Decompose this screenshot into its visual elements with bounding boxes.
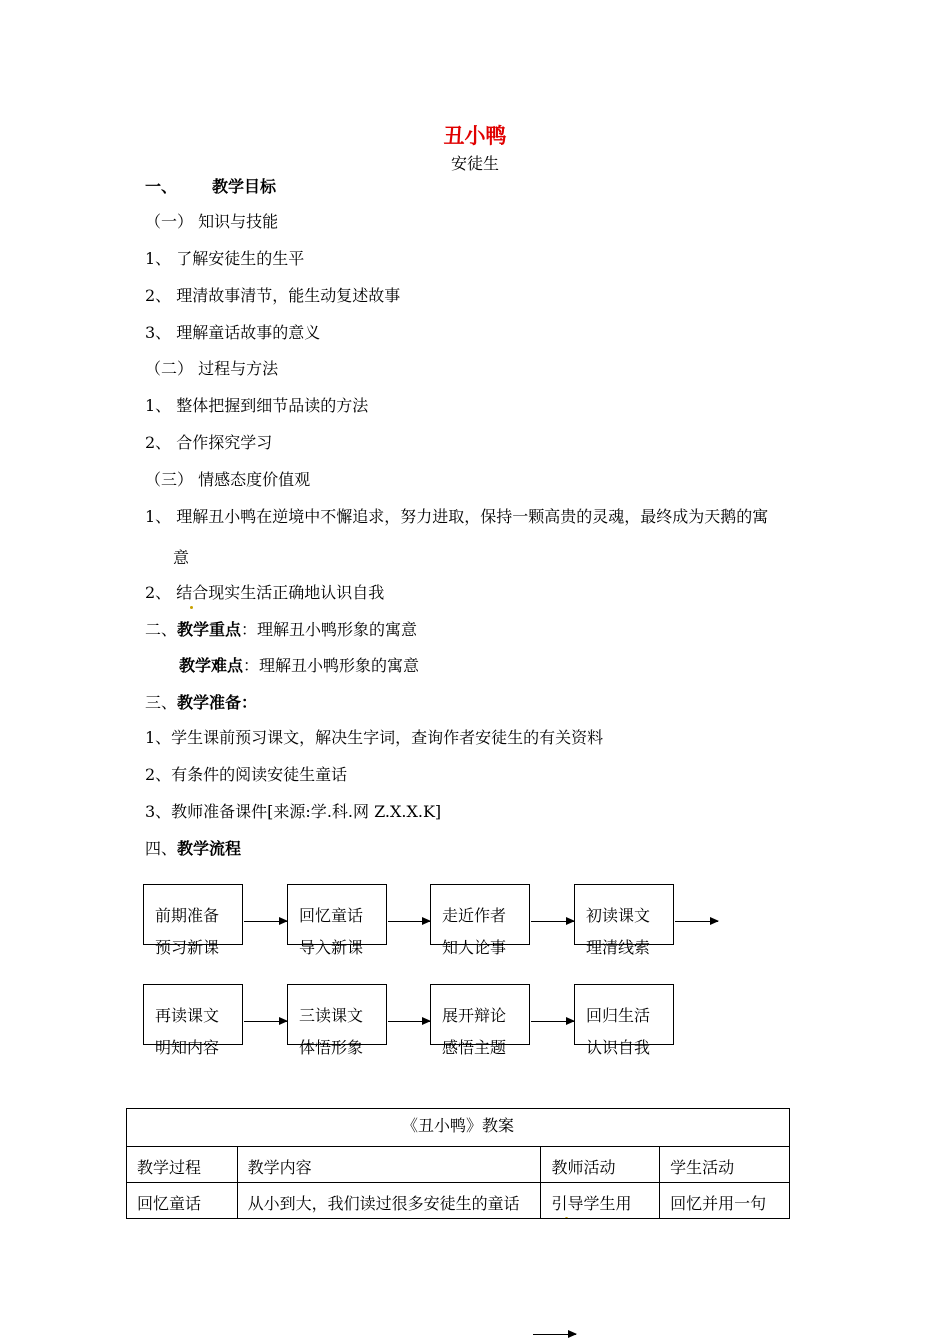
flow-step-line2: 预习新课 [155,938,220,957]
flow-step-line2: 理清线索 [586,938,651,957]
key-point-text: ：理解丑小鸭形象的寓意 [241,620,418,639]
section-1-title: 教学目标 [212,177,277,196]
arrow-right-icon [244,1021,287,1022]
table-caption: 《丑小鸭》教案 [127,1109,790,1147]
key-point [145,620,417,640]
table-cell: 回忆并用一句 [660,1183,790,1219]
column-header: 学生活动 [660,1147,790,1183]
flow-step-line1: 初读课文 [586,906,651,925]
lesson-plan-table [126,1108,790,1219]
flow-step-line1: 走近作者 [442,906,507,925]
difficult-point [179,656,419,676]
list-item: 3、教师准备课件[来源:学.科.网 Z.X.X.K] [145,802,442,821]
table-cell [541,1183,660,1219]
flow-step-line2: 体悟形象 [299,1038,364,1057]
section-3-number: 三、 [145,693,178,712]
arrow-right-icon [388,1021,430,1022]
flow-step [574,884,674,957]
flow-step [143,984,243,1057]
arrow-right-icon [244,921,287,922]
section-4-title: 教学流程 [177,839,242,858]
list-item-text-start: 2、 结 [145,583,193,602]
cell-text-end: 导学生用 [567,1194,632,1213]
section-3-heading [145,693,257,713]
table-cell: 从小到大，我们读过很多安徒生的童话 [237,1183,541,1219]
subsection-1-heading: （一） 知识与技能 [145,212,279,231]
list-item-continuation: 意 [173,548,190,567]
flow-step-line1: 三读课文 [299,1006,364,1025]
column-header: 教学过程 [127,1147,238,1183]
page-title: 丑小鸭 [443,123,507,148]
section-4-number: 四、 [145,839,178,858]
flow-step [430,984,530,1057]
list-item: 2、 理清故事清节，能生动复述故事 [145,286,401,305]
flow-step-line1: 展开辩论 [442,1006,507,1025]
list-item: 2、 合作探究学习 [145,433,273,452]
arrow-right-icon [531,921,574,922]
section-3-colon: ： [241,693,258,712]
list-item: 1、 整体把握到细节品读的方法 [145,396,369,415]
section-3-title: 教学准备 [177,693,242,712]
difficult-point-text: ：理解丑小鸭形象的寓意 [243,656,420,675]
section-1-number: 一、 [145,177,178,196]
flow-step-line2: 知人论事 [442,938,507,957]
list-item: 3、 理解童话故事的意义 [145,323,321,342]
flow-step [287,884,387,957]
list-item: 1、学生课前预习课文，解决生字词，查询作者安徒生的有关资料 [145,728,604,747]
cell-text-start: 引 [551,1194,568,1213]
difficult-point-label: 教学难点 [179,656,244,675]
subsection-2-heading: （二） 过程与方法 [145,359,279,378]
list-item [145,583,384,603]
table-row [127,1183,790,1219]
column-header: 教师活动 [541,1147,660,1183]
arrow-right-icon [388,921,430,922]
section-2-number: 二、 [145,620,178,639]
table-header-row [127,1147,790,1183]
table-caption-row [127,1109,790,1147]
flow-step-line1: 前期准备 [155,906,220,925]
flow-step [143,884,243,957]
arrow-right-icon [533,1334,576,1335]
section-4-heading [145,839,241,859]
flow-step-line2: 导入新课 [299,938,364,957]
column-header: 教学内容 [237,1147,541,1183]
flow-step-line1: 回归生活 [586,1006,651,1025]
table-cell: 回忆童话 [127,1183,238,1219]
key-point-label: 教学重点 [177,620,242,639]
flow-step-line1: 再读课文 [155,1006,220,1025]
author: 安徒生 [450,154,499,173]
flow-step [430,884,530,957]
arrow-right-icon [675,921,718,922]
subsection-3-heading: （三） 情感态度价值观 [145,470,311,489]
flow-step [574,984,674,1057]
flow-step-line2: 明知内容 [155,1038,220,1057]
flow-step-line1: 回忆童话 [299,906,364,925]
list-item-text-end: 合现实生活正确地认识自我 [192,583,385,602]
flow-step [287,984,387,1057]
list-item: 2、有条件的阅读安徒生童话 [145,765,348,784]
list-item: 1、 了解安徒生的生平 [145,249,305,268]
flow-step-line2: 认识自我 [586,1038,651,1057]
flow-step-line2: 感悟主题 [442,1038,507,1057]
list-item: 1、 理解丑小鸭在逆境中不懈追求，努力进取，保持一颗高贵的灵魂，最终成为天鹅的寓 [145,507,769,526]
arrow-right-icon [531,1021,574,1022]
